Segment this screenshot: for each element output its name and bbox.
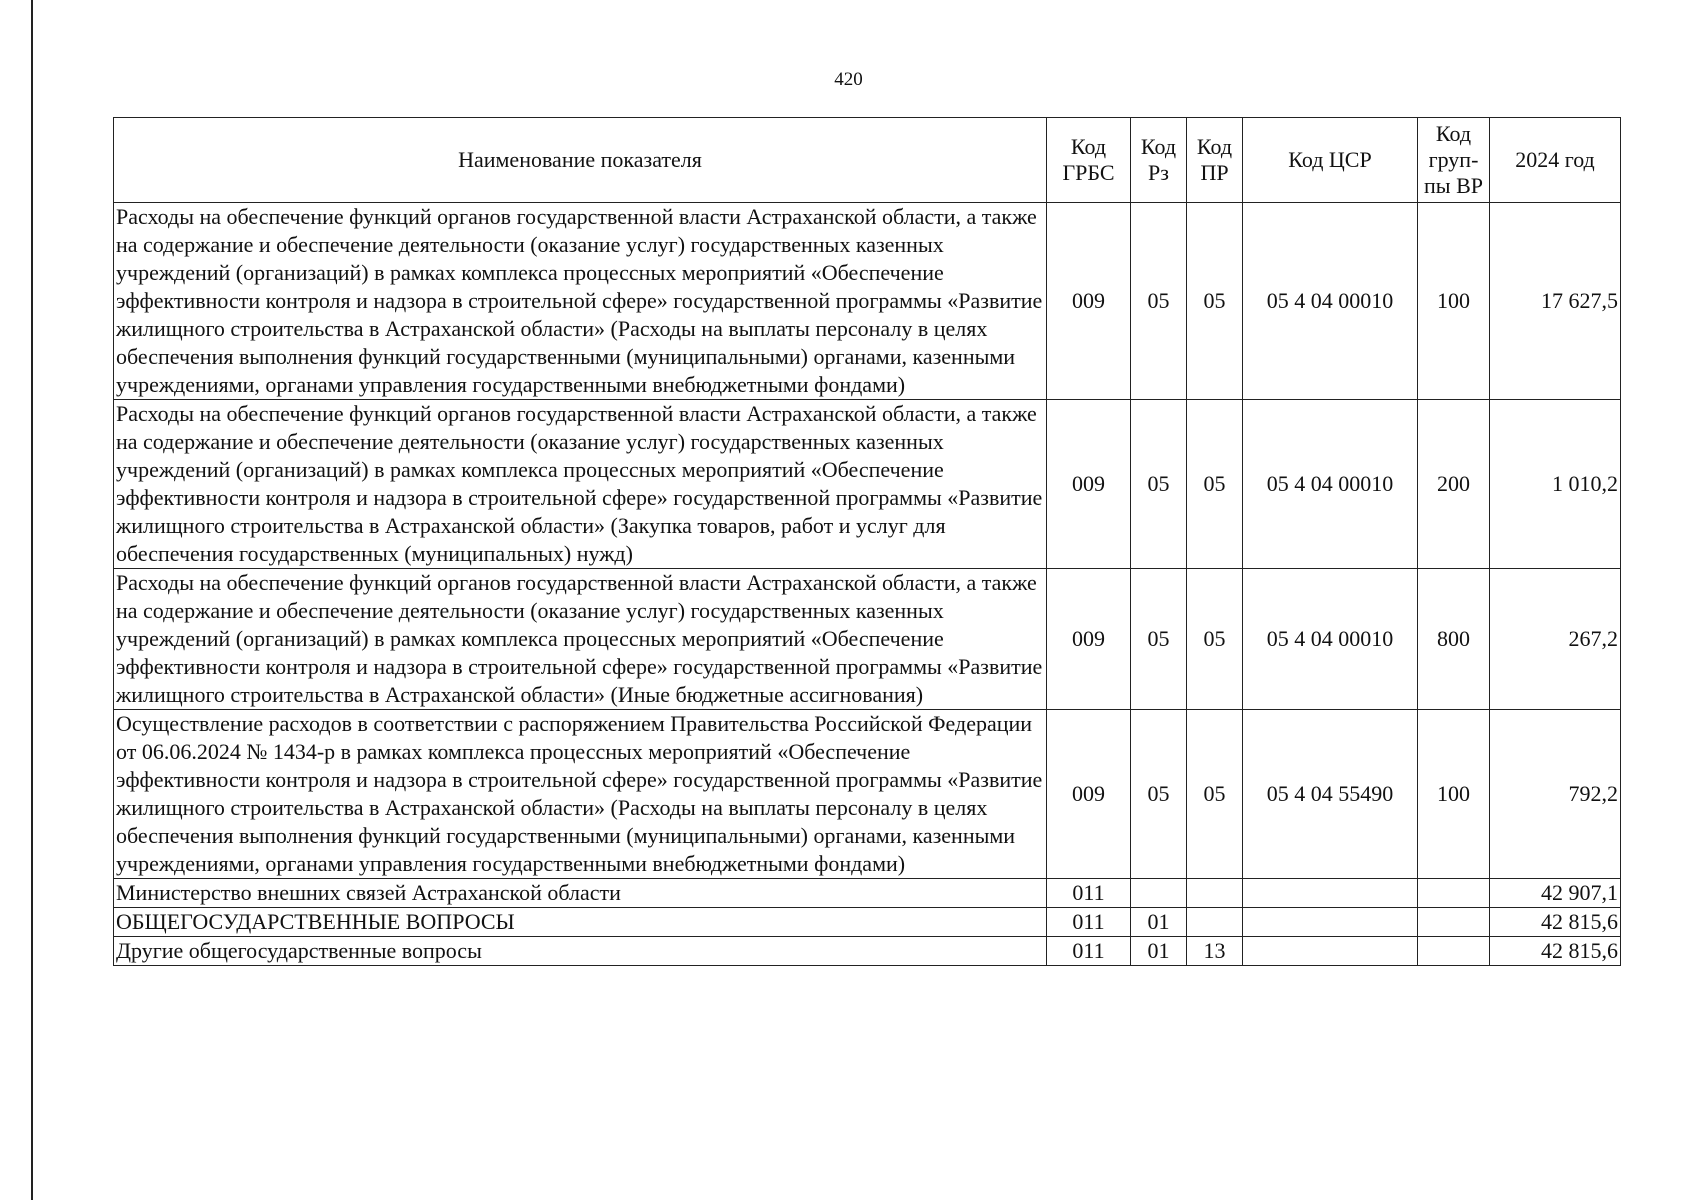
- row-csr: [1243, 937, 1418, 966]
- budget-table: [113, 117, 1621, 966]
- header-name: Наименование показателя: [114, 118, 1047, 203]
- row-rz: 05: [1131, 400, 1187, 569]
- row-grbs: 009: [1047, 203, 1131, 400]
- row-csr: 05 4 04 00010: [1243, 569, 1418, 710]
- row-grbs: 011: [1047, 937, 1131, 966]
- row-grbs: 009: [1047, 569, 1131, 710]
- row-name: ОБЩЕГОСУДАРСТВЕННЫЕ ВОПРОСЫ: [114, 908, 1047, 937]
- row-name: Расходы на обеспечение функций органов государственной власти Астраханской области, а также на содержание и обеспечение деятельности (оказание услуг) государственных казенных учреждений (организаций) в рамках комплекса процессных мероприятий «Обеспечение эффективности контроля и надзора в строительной сфере» государственной программы «Развитие жилищного строительства в Астраханской области» (Закупка товаров, работ и услуг для обеспечения государственных (муниципальных) нужд): [114, 400, 1047, 569]
- row-vr: 100: [1418, 203, 1490, 400]
- header-vr: Код груп-пы ВР: [1418, 118, 1490, 203]
- row-name: Осуществление расходов в соответствии с распоряжением Правительства Российской Федерации от 06.06.2024 № 1434-р в рамках комплекса процессных мероприятий «Обеспечение эффективности контроля и надзора в строительной сфере» государственной программы «Развитие жилищного строительства в Астраханской области» (Расходы на выплаты персоналу в целях обеспечения выполнения функций государственными (муниципальными) органами, казенными учреждениями, органами управления государственными внебюджетными фондами): [114, 710, 1047, 879]
- row-name: Расходы на обеспечение функций органов государственной власти Астраханской области, а также на содержание и обеспечение деятельности (оказание услуг) государственных казенных учреждений (организаций) в рамках комплекса процессных мероприятий «Обеспечение эффективности контроля и надзора в строительной сфере» государственной программы «Развитие жилищного строительства в Астраханской области» (Расходы на выплаты персоналу в целях обеспечения выполнения функций государственными (муниципальными) органами, казенными учреждениями, органами управления государственными внебюджетными фондами): [114, 203, 1047, 400]
- page-number: 420: [834, 69, 863, 90]
- row-amount: 42 815,6: [1490, 908, 1621, 937]
- row-vr: [1418, 937, 1490, 966]
- row-csr: 05 4 04 00010: [1243, 203, 1418, 400]
- row-pr: 05: [1187, 569, 1243, 710]
- table-row: [114, 879, 1621, 908]
- row-pr: [1187, 908, 1243, 937]
- row-rz: 05: [1131, 203, 1187, 400]
- row-amount: 1 010,2: [1490, 400, 1621, 569]
- header-csr: Код ЦСР: [1243, 118, 1418, 203]
- row-pr: 05: [1187, 400, 1243, 569]
- row-csr: [1243, 908, 1418, 937]
- table-row: [114, 710, 1621, 879]
- row-amount: 267,2: [1490, 569, 1621, 710]
- row-vr: [1418, 879, 1490, 908]
- row-csr: 05 4 04 00010: [1243, 400, 1418, 569]
- row-csr: 05 4 04 55490: [1243, 710, 1418, 879]
- binding-line: [31, 0, 33, 1200]
- table-row: [114, 400, 1621, 569]
- row-grbs: 009: [1047, 400, 1131, 569]
- row-amount: 42 907,1: [1490, 879, 1621, 908]
- row-vr: 100: [1418, 710, 1490, 879]
- table-row: [114, 569, 1621, 710]
- header-grbs: Код ГРБС: [1047, 118, 1131, 203]
- row-rz: 05: [1131, 710, 1187, 879]
- row-pr: 05: [1187, 203, 1243, 400]
- row-grbs: 011: [1047, 908, 1131, 937]
- row-pr: [1187, 879, 1243, 908]
- table-header-row: [114, 118, 1621, 203]
- header-pr: Код ПР: [1187, 118, 1243, 203]
- row-csr: [1243, 879, 1418, 908]
- row-rz: [1131, 879, 1187, 908]
- row-grbs: 011: [1047, 879, 1131, 908]
- table-row: [114, 203, 1621, 400]
- row-vr: 200: [1418, 400, 1490, 569]
- row-name: Министерство внешних связей Астраханской области: [114, 879, 1047, 908]
- row-amount: 792,2: [1490, 710, 1621, 879]
- row-vr: [1418, 908, 1490, 937]
- table-row: [114, 937, 1621, 966]
- row-rz: 01: [1131, 937, 1187, 966]
- row-amount: 42 815,6: [1490, 937, 1621, 966]
- row-rz: 05: [1131, 569, 1187, 710]
- row-grbs: 009: [1047, 710, 1131, 879]
- header-year: 2024 год: [1490, 118, 1621, 203]
- row-pr: 05: [1187, 710, 1243, 879]
- row-vr: 800: [1418, 569, 1490, 710]
- row-name: Расходы на обеспечение функций органов государственной власти Астраханской области, а также на содержание и обеспечение деятельности (оказание услуг) государственных казенных учреждений (организаций) в рамках комплекса процессных мероприятий «Обеспечение эффективности контроля и надзора в строительной сфере» государственной программы «Развитие жилищного строительства в Астраханской области» (Иные бюджетные ассигнования): [114, 569, 1047, 710]
- row-amount: 17 627,5: [1490, 203, 1621, 400]
- row-name: Другие общегосударственные вопросы: [114, 937, 1047, 966]
- table-row: [114, 908, 1621, 937]
- row-pr: 13: [1187, 937, 1243, 966]
- row-rz: 01: [1131, 908, 1187, 937]
- header-rz: Код Рз: [1131, 118, 1187, 203]
